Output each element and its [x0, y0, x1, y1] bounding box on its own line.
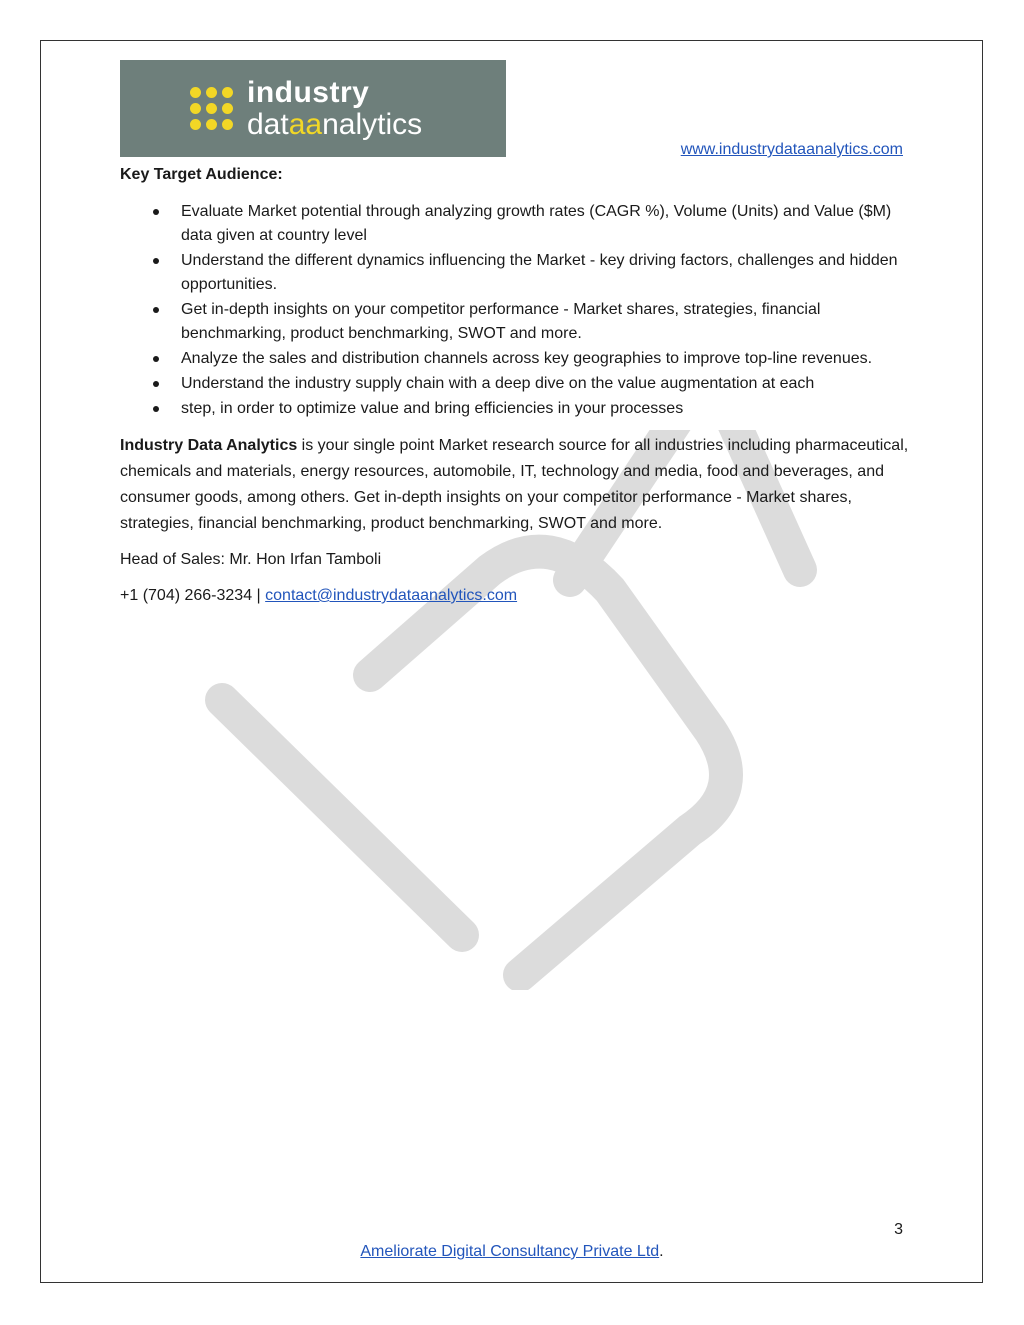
- website-link[interactable]: www.industrydataanalytics.com: [680, 141, 903, 158]
- section-heading: Key Target Audience:: [120, 166, 283, 183]
- phone-number: +1 (704) 266-3234 |: [120, 587, 266, 604]
- head-of-sales: Head of Sales: Mr. Hon Irfan Tamboli: [120, 551, 382, 568]
- main-content: [120, 163, 910, 619]
- company-footer-link[interactable]: Ameliorate Digital Consultancy Private Ltd: [360, 1243, 660, 1260]
- audience-list: [120, 200, 910, 421]
- logo-dots-icon: [190, 87, 233, 130]
- footer: [0, 1243, 1024, 1261]
- list-item: Get in-depth insights on your competitor performance - Market shares, strategies, financial benchmarking, product benchmarking, SWOT and more.: [120, 298, 910, 346]
- footer-period: .: [659, 1243, 664, 1260]
- about-text: is your single point Market research source for all industries including pharmaceutical, chemicals and materials, energy resources, automobile, IT, technology and media, food and beverages, and consumer goods, among others. Get in-depth insights on your competitor performance - Market shares, strategies, financial benchmarking, product benchmarking, SWOT and more.: [120, 437, 909, 532]
- company-name: Industry Data Analytics: [120, 437, 298, 454]
- about-paragraph: [120, 433, 910, 537]
- logo-text-dataanalytics: dataanalytics: [247, 107, 423, 141]
- list-item: Understand the industry supply chain with a deep dive on the value augmentation at each: [120, 372, 910, 396]
- list-item: Analyze the sales and distribution channels across key geographies to improve top-line revenues.: [120, 347, 910, 371]
- list-item: step, in order to optimize value and bring efficiencies in your processes: [120, 397, 910, 421]
- company-logo: [120, 60, 506, 157]
- list-item: Understand the different dynamics influencing the Market - key driving factors, challenges and hidden opportunities.: [120, 249, 910, 297]
- logo-text-industry: industry: [247, 75, 370, 109]
- contact-line: [120, 583, 910, 609]
- email-link[interactable]: contact@industrydataanalytics.com: [265, 587, 518, 604]
- page-number: 3: [894, 1221, 903, 1238]
- list-item: Evaluate Market potential through analyzing growth rates (CAGR %), Volume (Units) and Value ($M) data given at country level: [120, 200, 910, 248]
